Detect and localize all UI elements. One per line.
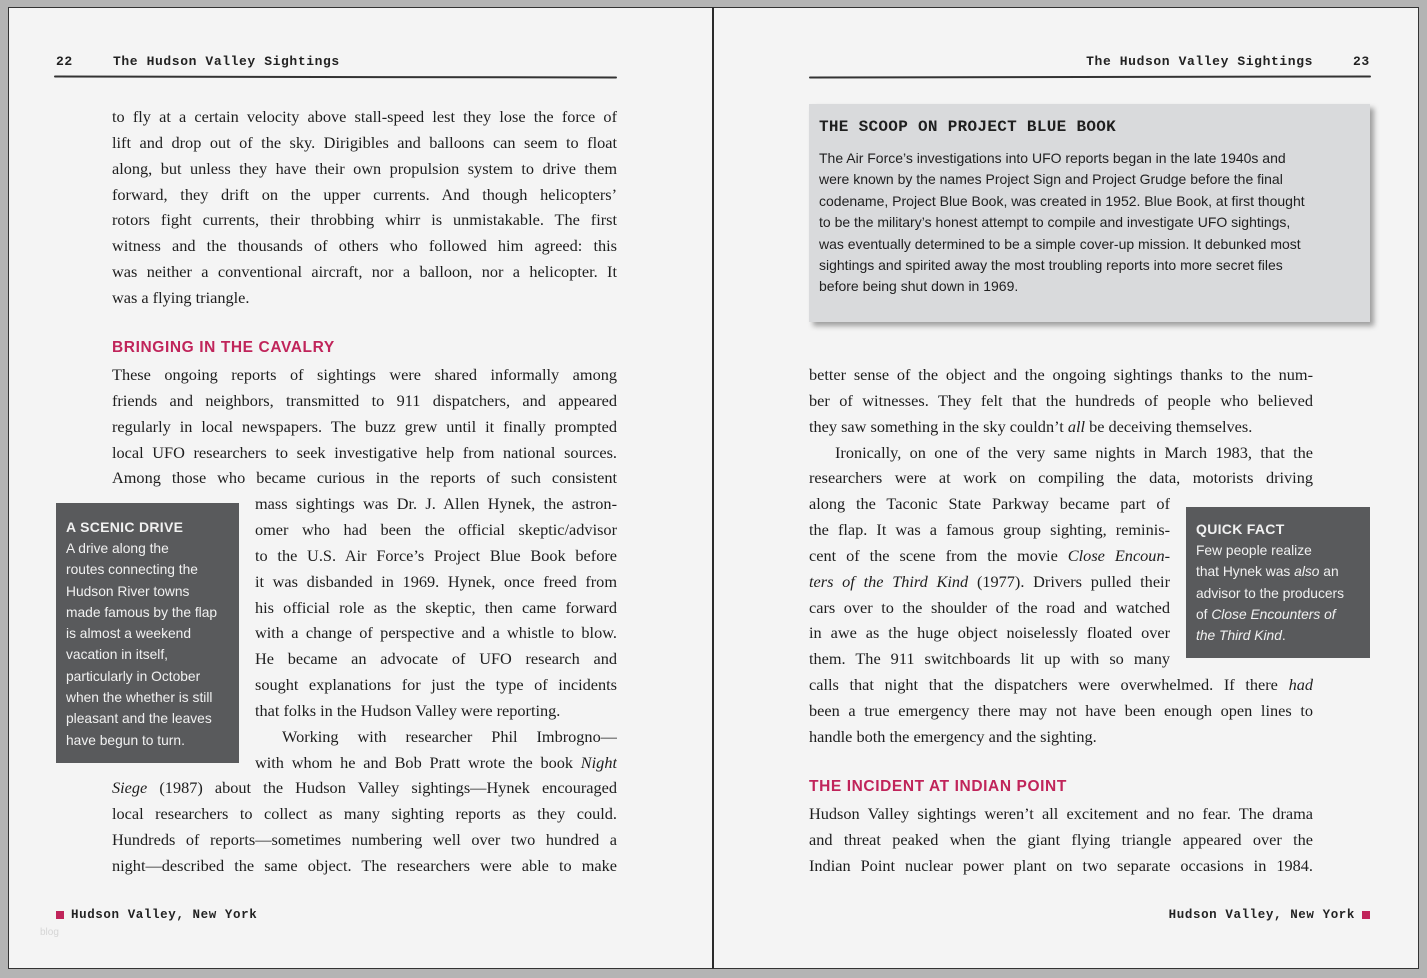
body-line: it was disbanded in 1969. Hynek, once freed from — [255, 571, 617, 591]
body-line: in awe as the huge object noiselessly floated over — [809, 623, 1170, 643]
body-line: local UFO researchers to seek investigative help from national sources. — [112, 442, 617, 462]
body-line: regularly in local newspapers. The buzz grew until it finally prompted — [112, 416, 617, 436]
body-line: to the U.S. Air Force’s Project Blue Book before — [255, 545, 617, 565]
body-line: been a true emergency there may not have been enough open lines to — [809, 700, 1313, 720]
body-line: was neither a conventional aircraft, nor a balloon, nor a helicopter. It — [112, 262, 617, 282]
sidebar-title: A SCENIC DRIVE — [66, 519, 184, 535]
text-line: made famous by the flap — [66, 604, 218, 620]
text-line: particularly in October — [66, 668, 201, 684]
body-line: cars over to the shoulder of the road and watched — [809, 597, 1170, 617]
body-line: Among those who became curious in the reports of such consistent — [112, 468, 617, 488]
body-line: that folks in the Hudson Valley were reporting. — [255, 700, 561, 720]
text-line: before being shut down in 1969. — [819, 278, 1019, 295]
sidebar-scenic-drive — [56, 503, 239, 763]
footer-text: Hudson Valley, New York — [71, 908, 258, 922]
body-line: Ironically, on one of the very same nights in March 1983, that the — [835, 442, 1313, 462]
text-line: were known by the names Project Sign and Project Grudge before the final — [819, 171, 1283, 188]
body-line: they saw something in the sky couldn’t all be deceiving themselves. — [809, 416, 1253, 436]
body-line: them. The 911 switchboards lit up with so many — [809, 649, 1170, 669]
italic-text: had — [1288, 675, 1313, 695]
text-line: pleasant and the leaves — [66, 711, 212, 727]
sidebar-text — [66, 538, 239, 751]
callout-box-project-blue-book — [809, 104, 1370, 322]
italic-text: Close Encoun- — [1067, 545, 1170, 565]
text-line: routes connecting the — [66, 562, 198, 578]
page-number: 22 — [56, 54, 73, 69]
sidebar-title: QUICK FACT — [1196, 521, 1285, 537]
italic-text: the Third Kind — [1196, 628, 1282, 644]
body-line: Indian Point nuclear power plant on two separate occasions in 1984. — [809, 856, 1313, 875]
running-title: The Hudson Valley Sightings — [113, 54, 340, 69]
footer-square-icon — [56, 911, 64, 919]
body-line: local researchers to collect as many sighting reports as they could. — [112, 804, 617, 824]
text-line: sightings and spirited away the most troubling reports into more secret files — [819, 257, 1283, 274]
body-line: omer who had been the official skeptic/advisor — [255, 520, 617, 540]
italic-text: also — [1294, 564, 1320, 580]
page-number: 23 — [1353, 54, 1370, 69]
body-line: Hundreds of reports—sometimes numbering well over two hundred a — [112, 830, 617, 850]
body-line: to fly at a certain velocity above stall-speed lest they lose the force of — [112, 107, 617, 126]
text-line: Few people realize — [1196, 543, 1312, 558]
body-line: his official role as the skeptic, then came forward — [255, 597, 617, 617]
text-line: Hudson River towns — [66, 583, 190, 599]
sidebar-text — [1196, 540, 1370, 646]
callout-title: THE SCOOP ON PROJECT BLUE BOOK — [819, 118, 1117, 136]
body-line: handle both the emergency and the sighting. — [809, 726, 1097, 746]
text-line: have begun to turn. — [66, 732, 185, 748]
text-line: the Third Kind. — [1196, 628, 1286, 644]
body-line: the flap. It was a famous group sighting, reminis- — [809, 520, 1170, 540]
body-line: cent of the scene from the movie Close Encoun- — [809, 545, 1170, 565]
text-line: A drive along the — [66, 541, 169, 556]
text-line: The Air Force’s investigations into UFO reports began in the late 1940s and — [819, 150, 1286, 166]
text-line: to be the military’s honest attempt to compile and investigate UFO sightings, — [819, 214, 1291, 231]
body-line: rotors fight currents, their throbbing whirr is unmistakable. The first — [112, 210, 617, 230]
body-line: and threat peaked when the giant flying triangle appeared over the — [809, 830, 1313, 849]
watermark: blog — [40, 927, 59, 938]
body-line: Siege (1987) about the Hudson Valley sightings—Hynek encouraged — [112, 778, 617, 798]
italic-text: Close Encounters of — [1211, 606, 1336, 622]
body-line: along the Taconic State Parkway became part of — [809, 494, 1170, 514]
italic-text: Siege — [112, 778, 148, 798]
body-line: better sense of the object and the ongoing sightings thanks to the num- — [809, 365, 1313, 384]
body-line: with a change of perspective and a whistle to blow. — [255, 623, 617, 643]
running-title: The Hudson Valley Sightings — [1086, 54, 1313, 69]
text-line: vacation in itself, — [66, 647, 168, 663]
text-line: is almost a weekend — [66, 626, 192, 642]
sidebar-quick-fact — [1186, 507, 1370, 658]
body-line: researchers were at work on compiling the data, motorists driving — [809, 468, 1313, 488]
italic-text: all — [1067, 416, 1086, 436]
body-line: Working with researcher Phil Imbrogno— — [282, 726, 617, 746]
body-line: He became an advocate of UFO research and — [255, 649, 617, 669]
text-line: that Hynek was also an — [1196, 564, 1339, 580]
body-line: mass sightings was Dr. J. Allen Hynek, the astron- — [255, 494, 617, 514]
body-line: along, but unless they have their own propulsion system to drive them — [112, 158, 617, 178]
section-heading: THE INCIDENT AT INDIAN POINT — [809, 778, 1067, 795]
body-line: was a flying triangle. — [112, 288, 250, 308]
body-line: Hudson Valley sightings weren’t all excitement and no fear. The drama — [809, 804, 1313, 823]
body-line: night—described the same object. The researchers were able to make — [112, 855, 617, 875]
body-line: forward, they drift on the upper currents. And though helicopters’ — [112, 184, 617, 204]
body-line: ters of the Third Kind (1977). Drivers pulled their — [809, 571, 1170, 591]
footer-text: Hudson Valley, New York — [1168, 908, 1355, 922]
italic-text: ters of the Third Kind — [809, 571, 969, 591]
text-line: codename, Project Blue Book, was created in 1952. Blue Book, at first thought — [819, 192, 1305, 209]
body-line: ber of witnesses. They felt that the hundreds of people who believed — [809, 390, 1313, 410]
italic-text: Night — [580, 752, 617, 772]
text-line: advisor to the producers — [1196, 585, 1345, 601]
text-line: when the whether is still — [66, 690, 213, 706]
page-gutter-divider — [712, 7, 714, 969]
body-line: These ongoing reports of sightings were shared informally among — [112, 365, 617, 384]
callout-text — [819, 148, 1360, 298]
body-line: sought explanations for just the type of incidents — [255, 675, 617, 695]
body-line: calls that night that the dispatchers were overwhelmed. If there had — [809, 675, 1313, 695]
body-line: with whom he and Bob Pratt wrote the book Night — [255, 752, 617, 772]
body-line: witness and the thousands of others who followed him agreed: this — [112, 236, 617, 256]
text-line: was eventually determined to be a simple cover-up mission. It debunked most — [819, 235, 1301, 252]
body-line: lift and drop out of the sky. Dirigibles and balloons can seem to float — [112, 132, 617, 152]
section-heading: BRINGING IN THE CAVALRY — [112, 339, 335, 356]
body-line: friends and neighbors, transmitted to 911 dispatchers, and appeared — [112, 390, 617, 410]
footer-square-icon — [1362, 911, 1370, 919]
text-line: of Close Encounters of — [1196, 606, 1336, 622]
